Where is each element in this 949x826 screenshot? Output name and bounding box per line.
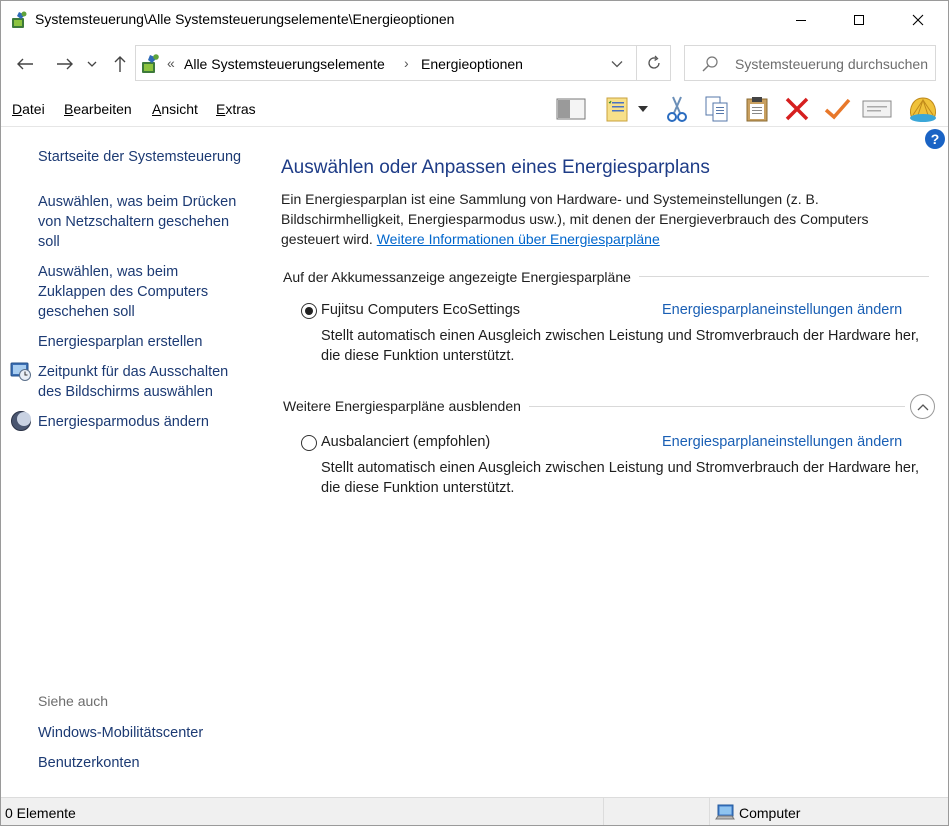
minimize-button[interactable] xyxy=(778,1,824,39)
properties-button[interactable] xyxy=(601,93,633,125)
paste-icon xyxy=(743,95,771,123)
sidebar-link-mobility-center[interactable]: Windows-Mobilitätscenter xyxy=(38,725,204,741)
address-row xyxy=(1,39,948,89)
triangle-down-icon xyxy=(638,106,648,112)
copy-icon xyxy=(703,95,731,123)
status-location: Computer xyxy=(739,805,801,821)
menu-accel: D xyxy=(12,101,23,117)
display-timer-icon xyxy=(10,360,32,382)
search-icon xyxy=(701,55,719,73)
forward-button[interactable] xyxy=(53,52,77,76)
apply-button[interactable] xyxy=(821,93,853,125)
menu-label: earbeiten xyxy=(73,101,132,117)
panel-icon xyxy=(556,98,586,120)
properties-icon xyxy=(603,95,631,123)
plan-name-balanced[interactable]: Ausbalanciert (empfohlen) xyxy=(321,434,491,450)
copy-button[interactable] xyxy=(701,93,733,125)
maximize-button[interactable] xyxy=(836,1,882,39)
plan-settings-link-ecosettings[interactable]: Energiesparplaneinstellungen ändern xyxy=(662,302,903,318)
sidebar-home-link[interactable]: Startseite der Systemsteuerung xyxy=(38,149,242,165)
cut-icon xyxy=(663,95,691,123)
mail-button[interactable] xyxy=(861,93,893,125)
search-placeholder: Systemsteuerung durchsuchen xyxy=(735,56,928,72)
menu-label: xtras xyxy=(225,101,256,117)
search-input[interactable] xyxy=(684,45,936,81)
see-also-heading: Siehe auch xyxy=(38,693,109,709)
sidebar-link-user-accounts[interactable]: Benutzerkonten xyxy=(38,755,140,771)
minimize-icon xyxy=(795,14,807,26)
page-title: Auswählen oder Anpassen eines Energiesparplans xyxy=(281,157,710,178)
title-bar xyxy=(1,1,948,39)
sidebar-link-sleep-mode[interactable]: Energiesparmodus ändern xyxy=(38,414,209,430)
arrow-left-icon xyxy=(16,57,34,71)
plan-radio-balanced[interactable] xyxy=(301,435,317,451)
status-item-count: 0 Elemente xyxy=(5,805,76,821)
computer-icon xyxy=(715,804,735,822)
back-button[interactable] xyxy=(13,52,37,76)
shell-icon xyxy=(907,94,939,124)
control-panel-icon xyxy=(139,53,161,75)
section-battery-plans: Auf der Akkumessanzeige angezeigte Energiesparpläne xyxy=(283,269,639,285)
arrow-right-icon xyxy=(56,57,74,71)
status-divider xyxy=(603,798,604,826)
address-bar[interactable] xyxy=(135,45,671,81)
breadcrumb-all-items[interactable]: Alle Systemsteuerungselemente xyxy=(184,56,385,72)
up-button[interactable] xyxy=(108,52,132,76)
cut-button[interactable] xyxy=(661,93,693,125)
sidebar-link-power-buttons[interactable]: Auswählen, was beim Drücken von Netzschaltern geschehen soll xyxy=(38,194,237,250)
page-description xyxy=(281,189,921,249)
close-button[interactable] xyxy=(895,1,941,39)
address-dropdown-button[interactable] xyxy=(606,54,628,74)
more-info-link[interactable]: Weitere Informationen über Energiesparpläne xyxy=(376,231,660,247)
recent-locations-button[interactable] xyxy=(84,52,100,76)
sleep-moon-icon xyxy=(10,410,32,432)
menu-label: nsicht xyxy=(161,101,198,117)
menu-edit[interactable] xyxy=(64,101,132,117)
chevron-down-icon xyxy=(611,60,623,68)
plan-desc-balanced: Stellt automatisch einen Ausgleich zwischen Leistung und Stromverbrauch der Hardware her, die diese Funktion unterstützt. xyxy=(321,460,920,496)
refresh-button[interactable] xyxy=(636,46,671,80)
menu-file[interactable] xyxy=(12,101,45,117)
plan-radio-ecosettings[interactable] xyxy=(301,303,317,319)
check-icon xyxy=(823,95,851,123)
status-bar xyxy=(1,797,948,826)
collapse-plans-button[interactable] xyxy=(910,394,935,419)
paste-button[interactable] xyxy=(741,93,773,125)
shell-button[interactable] xyxy=(907,93,939,125)
breadcrumb-separator[interactable]: › xyxy=(404,55,409,71)
control-panel-icon xyxy=(9,10,29,30)
panel-toggle-button[interactable] xyxy=(555,93,587,125)
envelope-icon xyxy=(862,98,892,120)
help-button[interactable]: ? xyxy=(925,129,945,149)
status-divider xyxy=(709,798,710,826)
refresh-icon xyxy=(646,55,662,71)
menu-accel: B xyxy=(64,101,74,117)
sidebar-link-lid-close[interactable]: Auswählen, was beim Zuklappen des Computers geschehen soll xyxy=(38,264,209,320)
menu-accel: A xyxy=(152,101,162,117)
maximize-icon xyxy=(853,14,865,26)
sidebar-link-display-off[interactable]: Zeitpunkt für das Ausschalten des Bildschirms auswählen xyxy=(38,364,229,400)
sidebar-link-create-plan[interactable]: Energiesparplan erstellen xyxy=(38,334,203,350)
menu-view[interactable] xyxy=(152,101,198,117)
window-title: Systemsteuerung\Alle Systemsteuerungselemente\Energieoptionen xyxy=(35,11,455,27)
menu-tools[interactable] xyxy=(216,101,256,117)
plan-desc-ecosettings: Stellt automatisch einen Ausgleich zwischen Leistung und Stromverbrauch der Hardware her, die diese Funktion unterstützt. xyxy=(321,328,920,364)
breadcrumb-power-options[interactable]: Energieoptionen xyxy=(421,56,523,72)
close-icon xyxy=(912,14,924,26)
delete-icon xyxy=(783,95,811,123)
menu-accel: E xyxy=(216,101,226,117)
properties-dropdown-button[interactable] xyxy=(633,93,653,125)
section-hide-plans[interactable]: Weitere Energiesparpläne ausblenden xyxy=(283,398,529,414)
arrow-up-icon xyxy=(113,55,127,73)
menu-toolbar-row xyxy=(1,89,948,127)
delete-button[interactable] xyxy=(781,93,813,125)
menu-label: atei xyxy=(22,101,45,117)
address-overflow-chevron[interactable]: « xyxy=(167,55,175,71)
chevron-up-icon xyxy=(917,403,929,411)
plan-settings-link-balanced[interactable]: Energiesparplaneinstellungen ändern xyxy=(662,434,903,450)
description-text: Ein Energiesparplan ist eine Sammlung von Hardware- und Systemeinstellungen (z. B. Bildschirmhelligkeit, Energiesparmodus usw.), mit denen der Energieverbrauch des Computers gesteuert wird. xyxy=(281,191,869,247)
plan-name-ecosettings[interactable]: Fujitsu Computers EcoSettings xyxy=(321,302,521,318)
chevron-down-icon xyxy=(87,60,97,68)
